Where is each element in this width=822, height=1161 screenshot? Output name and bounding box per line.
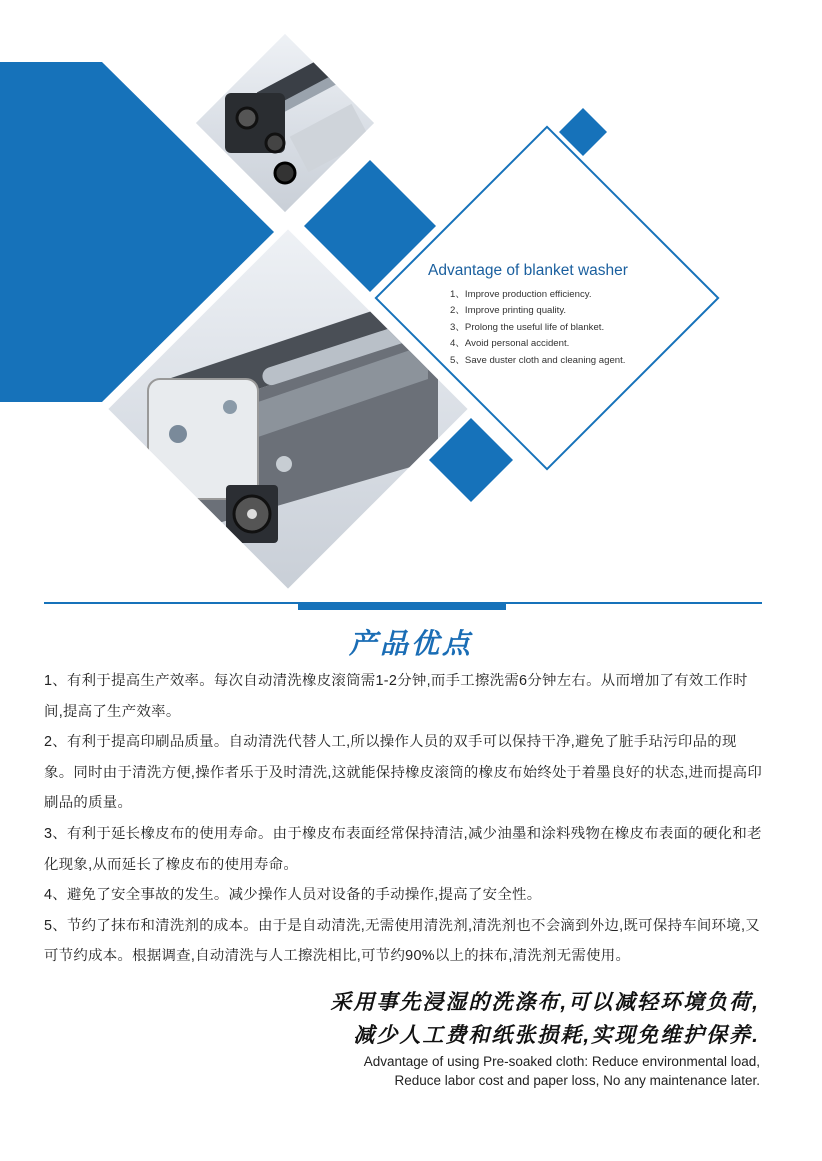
section-title: 产品优点 [348,628,473,659]
advantage-item: 5、Save duster cloth and cleaning agent. [450,354,626,366]
benefit-paragraph: 1、有利于提高生产效率。每次自动清洗橡皮滚筒需1-2分钟,而手工擦洗需6分钟左右。从而增加了有效工作时间,提高了生产效率。 [44,673,748,720]
divider-accent [298,602,506,610]
benefit-paragraph: 2、有利于提高印刷品质量。自动清洗代替人工,所以操作人员的双手可以保持干净,避免了脏手玷污印品的现象。同时由于清洗方便,操作者乐于及时清洗,这就能保持橡皮滚筒的橡皮布始终处于着墨良好的状态,进而提高印刷品的质量。 [44,734,763,812]
benefits-text [44,666,766,972]
slogan-cn-line2: 减少人工费和纸张损耗,实现免维护保养. [353,1024,760,1047]
slogan-en-line2: Reduce labor cost and paper loss, No any maintenance later. [394,1073,760,1088]
advantage-item: 2、Improve printing quality. [450,305,567,317]
advantage-item: 4、Avoid personal accident. [450,338,570,350]
advantage-item: 1、Improve production efficiency. [450,289,592,300]
benefit-paragraph: 5、节约了抹布和清洗剂的成本。由于是自动清洗,无需使用清洗剂,清洗剂也不会滴到外边,既可保持车间环境,又可节约成本。根据调查,自动清洗与人工擦洗相比,可节约90%以上的抹布,清洗剂无需使用。 [44,917,760,965]
slogan-en-line1: Advantage of using Pre-soaked cloth: Reduce environmental load, [363,1054,760,1069]
slogan-block [330,986,760,1090]
benefit-paragraph: 4、避免了安全事故的发生。减少操作人员对设备的手动操作,提高了安全性。 [44,887,542,904]
advantage-title: Advantage of blanket washer [428,262,628,279]
benefit-paragraph: 3、有利于延长橡皮布的使用寿命。由于橡皮布表面经常保持清洁,减少油墨和涂料残物在橡皮布表面的硬化和老化现象,从而延长了橡皮布的使用寿命。 [44,825,762,873]
slogan-cn-line1: 采用事先浸湿的洗涤布,可以减轻环境负荷, [330,991,760,1014]
advantage-list [428,287,688,369]
advantage-box [428,262,688,369]
advantage-item: 3、Prolong the useful life of blanket. [450,321,605,333]
